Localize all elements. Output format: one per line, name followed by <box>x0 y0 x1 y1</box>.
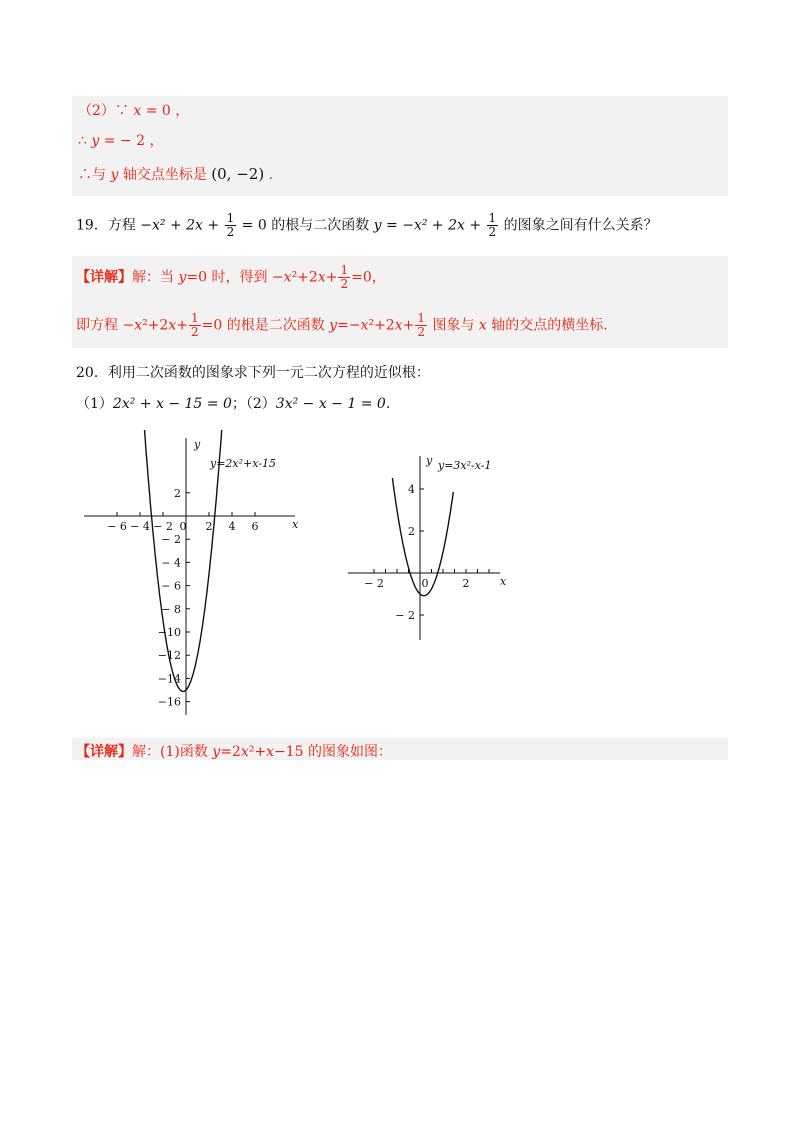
detail-tag: 【详解】 <box>76 744 132 760</box>
graph-2-content <box>348 454 507 640</box>
y-tick-label: − 4 <box>161 556 181 570</box>
detail-tag: 【详解】 <box>76 269 132 286</box>
x-tick-label: − 2 <box>364 577 384 590</box>
x-tick-label: 2 <box>205 520 213 533</box>
function-label: y=3x²-x-1 <box>438 459 492 472</box>
question-20-title: 20．利用二次函数的图象求下列一元二次方程的近似根： <box>76 365 430 381</box>
x-tick-label: − 6 <box>107 520 127 533</box>
x-tick-label: 4 <box>228 520 236 533</box>
x-axis-label: x <box>292 518 299 531</box>
y-tick-label: −10 <box>157 626 181 639</box>
x-tick-label: 6 <box>251 520 259 533</box>
y-tick-label: −12 <box>157 649 181 663</box>
part2-line3: ∴与 y 轴交点坐标是 (0, −2) . <box>78 165 274 183</box>
x-tick-label: 0 <box>421 577 429 590</box>
x-tick-label: 2 <box>462 577 470 590</box>
y-tick-label: − 6 <box>161 579 181 593</box>
function-label: y=2x²+x-15 <box>210 457 276 470</box>
x-tick-label: − 4 <box>130 520 150 533</box>
y-tick-label: − 2 <box>395 609 415 622</box>
fraction-half: $\frac{1}{2}$ <box>190 311 199 339</box>
graph-1 <box>70 430 320 720</box>
fraction-half: $\frac{1}{2}$ <box>340 263 349 291</box>
part2-line2: ∴ y = − 2 ， <box>78 133 164 149</box>
fraction-half: $\frac{1}{2}$ <box>417 311 425 339</box>
y-axis-label: y <box>194 438 201 451</box>
y-tick-label: 2 <box>408 525 415 538</box>
part2-line1: （2）∵ x = 0 ， <box>78 103 190 119</box>
answer-19-line2: 即方程 −x²+2x+ $\frac{1}{2}$ =0 的根是二次函数 y=−x²+2x+ $\frac{1}{2}$ 图象与 x 轴的交点的横坐标. <box>76 311 608 339</box>
graph-1-content <box>84 430 299 715</box>
x-axis-label: x <box>500 575 507 588</box>
y-tick-label: −14 <box>157 672 181 686</box>
question-20-subparts: （1）2x² + x − 15 = 0；（2）3x² − x − 1 = 0. <box>76 396 391 412</box>
y-tick-label: 4 <box>408 483 415 496</box>
y-axis-label: y <box>426 454 433 467</box>
graph-2 <box>340 450 520 650</box>
y-tick-label: − 2 <box>161 533 181 547</box>
x-tick-label: − 2 <box>153 520 173 533</box>
fraction-half: $\frac{1}{2}$ <box>488 211 497 239</box>
x-tick-label: 0 <box>179 520 187 533</box>
answer-20-line1: 【详解】解：(1)函数 y=2x²+x−15 的图象如图： <box>76 744 392 760</box>
answer-19-line1: 【详解】解：当 y=0 时，得到 −x²+2x+ $\frac{1}{2}$ =0， <box>76 263 386 291</box>
y-tick-label: − 8 <box>161 602 181 616</box>
fraction-half: $\frac{1}{2}$ <box>226 211 235 239</box>
y-tick-label: −16 <box>157 695 181 709</box>
y-tick-label: 2 <box>174 486 181 500</box>
question-19: 19．方程 −x² + 2x + $\frac{1}{2}$ = 0 的根与二次函数 y = −x² + 2x + $\frac{1}{2}$ 的图象之间有什么关系？ <box>76 211 658 239</box>
